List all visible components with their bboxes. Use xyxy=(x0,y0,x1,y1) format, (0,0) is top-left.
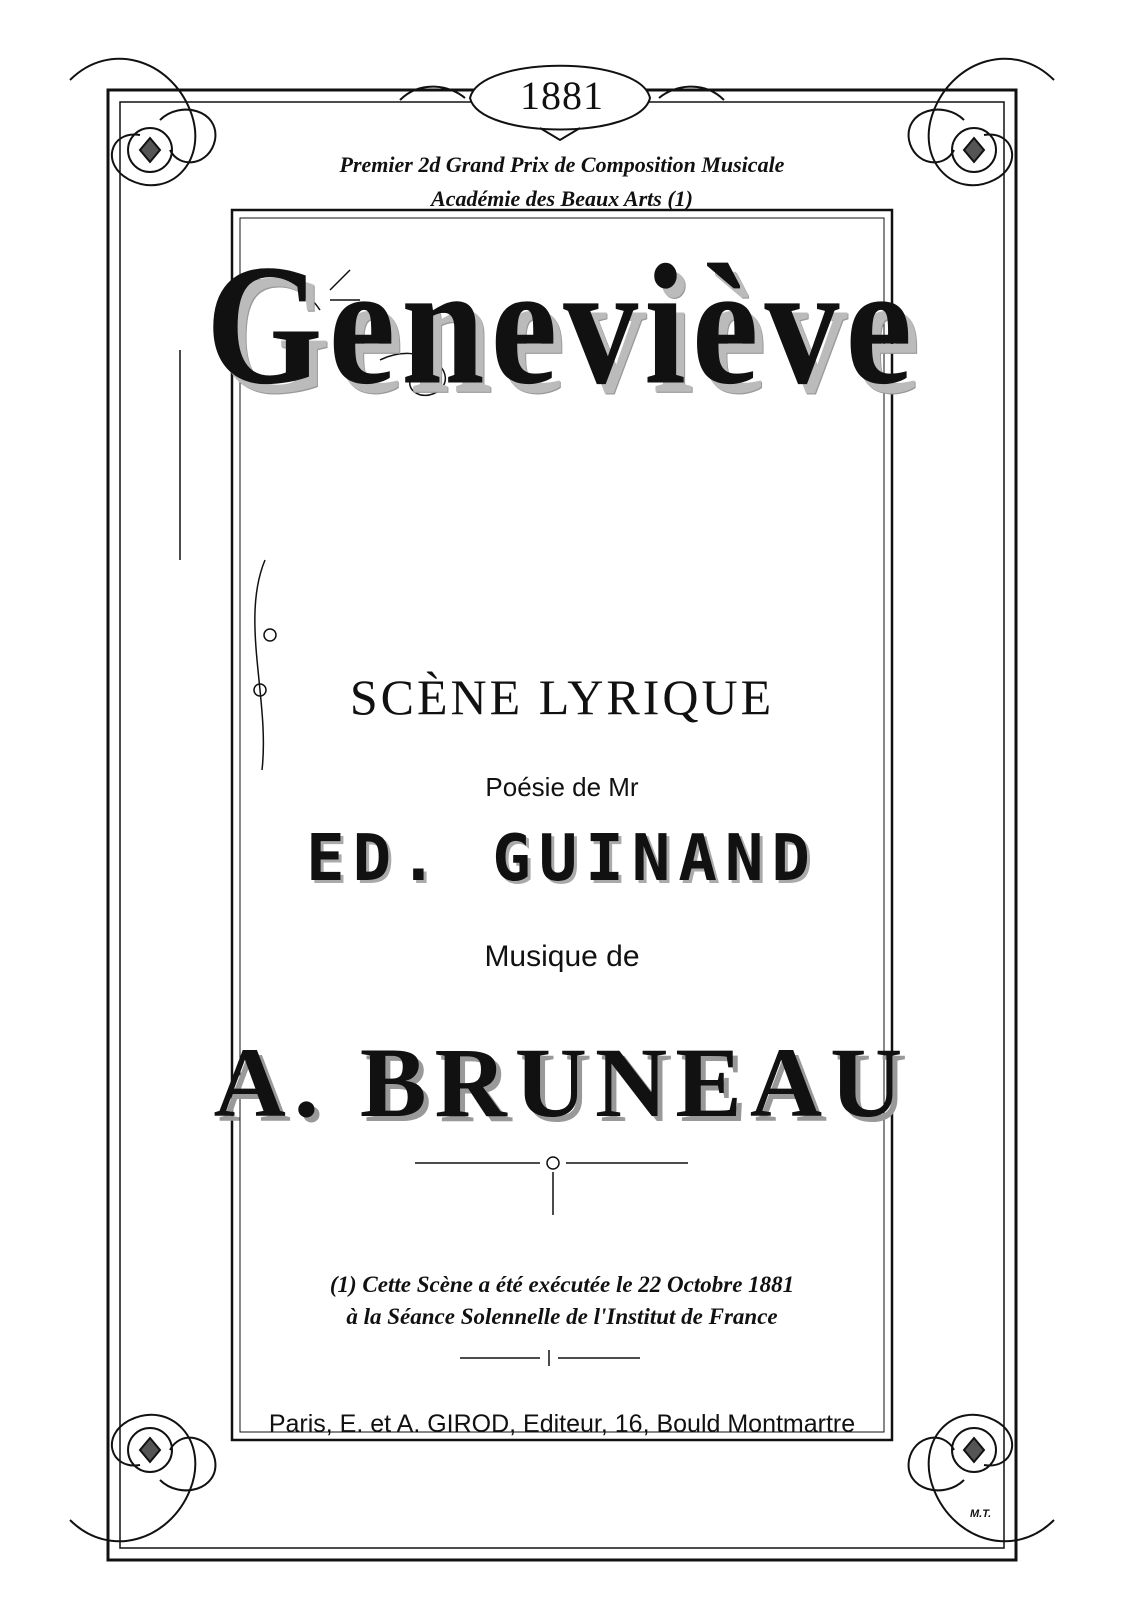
prize-line-2: Académie des Beaux Arts (1) xyxy=(431,186,693,211)
footnote-line-1: (1) Cette Scène a été exécutée le 22 Octobre 1881 xyxy=(329,1272,795,1297)
prize-line-1: Premier 2d Grand Prix de Composition Musicale xyxy=(339,152,785,177)
poet-name: ED. GUINAND xyxy=(306,822,818,896)
footnote-line-2: à la Séance Solennelle de l'Institut de France xyxy=(346,1304,778,1329)
composer-label: Musique de xyxy=(484,940,640,973)
poet-label: Poésie de Mr xyxy=(485,772,639,802)
publisher-imprint: Paris, E. et A. GIROD, Editeur, 16, Bould Montmartre xyxy=(268,1410,856,1438)
ornamental-separator xyxy=(415,1157,688,1215)
year-label: 1881 xyxy=(520,73,604,118)
engraver-mark: M.T. xyxy=(970,1508,992,1520)
title-block xyxy=(0,229,1124,421)
work-title: Geneviève xyxy=(205,229,919,421)
footnote-rule xyxy=(460,1350,640,1366)
subtitle: SCÈNE LYRIQUE xyxy=(349,669,775,725)
composer-name: A. BRUNEAU xyxy=(213,1027,911,1138)
